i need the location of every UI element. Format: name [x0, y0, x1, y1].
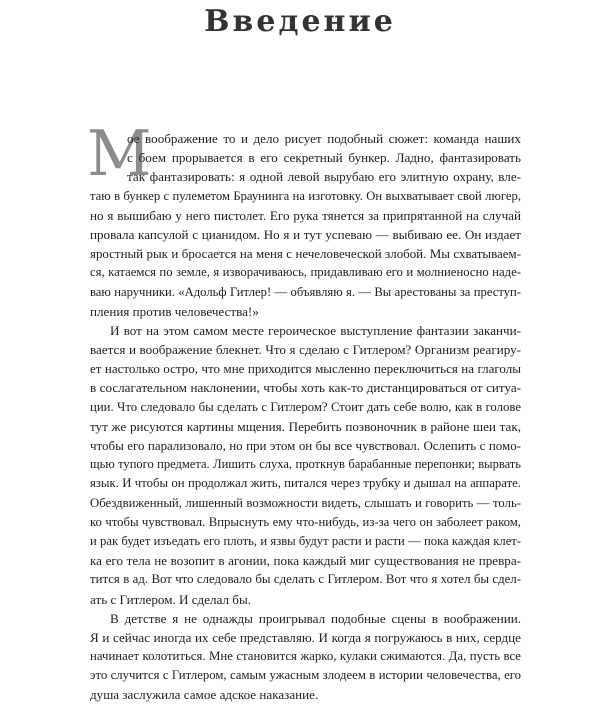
text-line: ка его тела не возопит в агонии, пока каждый миг существования не превра- [90, 553, 521, 569]
text-line: с боем прорывается в его секретный бункер. Ладно, фантазировать [127, 150, 521, 166]
text-line: начинает колотиться. Мне становится жарко, кулаки сжимаются. Да, пусть все [90, 649, 521, 664]
text-line: яростный рык и бросается на меня с нечеловеческой злобой. Мы схватываем- [90, 246, 521, 262]
text-line: Обездвиженный, лишенный возможности видеть, слышать и говорить — толь- [90, 495, 521, 510]
text-line: ко чтобы чувствовал. Впрыснуть ему что-нибудь, из-за чего он заболеет раком, [90, 514, 521, 529]
text-line: пления против человечества!» [90, 303, 259, 319]
text-line: провала капсулой с цианидом. Но я и тут успеваю — выбиваю ее. Он издает [90, 226, 521, 242]
text-line: так фантазировать: я одной левой вырубаю его элитную охрану, вле- [127, 169, 521, 185]
text-line: душа заслужила самое адское наказание. [90, 687, 319, 703]
text-line: ое воображение то и дело рисует подобный сюжет: команда наших [127, 131, 521, 146]
text-line: В детстве я не однажды проигрывал подобные сцены в воображении. [110, 610, 521, 626]
text-line: ваю наручники. «Адольф Гитлер! — объявляю я. — Вы арестованы за преступ- [90, 284, 521, 299]
text-line: в сослагательном наклонении, чтобы хоть как-то дистанцироваться от ситуа- [90, 380, 521, 396]
text-line: Я и сейчас иногда их себе представляю. И когда я погружаюсь в них, сердце [90, 629, 521, 645]
text-line: ся, катаемся по земле, я изворачиваюсь, придавливаю его и молниеносно наде- [90, 265, 521, 280]
chapter-title: Введение [204, 4, 396, 39]
text-line: ции. Что следовало бы сделать с Гитлером? Стоит дать себе волю, как в голове [90, 399, 521, 414]
drop-cap-letter: М [87, 117, 152, 190]
text-line: щью тупого предмета. Лишить слуха, проткнув барабанные перепонки; вырвать [90, 457, 521, 472]
text-line: И вот на этом самом месте героическое выступление фантазии заканчи- [110, 322, 521, 338]
paragraph [90, 321, 521, 609]
paragraph [90, 129, 521, 321]
paragraph [90, 609, 521, 705]
text-line: язык. И чтобы он продолжал жить, питался через трубку и дышал на аппарате. [90, 476, 521, 491]
text-line: это случится с Гитлером, самым ужасным злодеем в истории человечества, его [90, 668, 521, 683]
text-line: ет настолько остро, что мне приходится мысленно переключиться на глаголы [90, 361, 521, 377]
text-line: таю в бункер с пулеметом Браунинга на изготовку. Он выхватывает свой люгер, [90, 188, 521, 203]
text-line: но я вышибаю у него пистолет. Его рука тянется за припрятанной на случай [90, 207, 521, 223]
text-line: и рак будет изъедать его плоть, и язвы будут расти и расти — пока каждая клет- [90, 533, 521, 548]
chapter-body [90, 129, 521, 705]
text-line: тут же рисуются картины мщения. Перебить позвоночник в районе шеи так, [90, 418, 521, 434]
text-line: чтобы его парализовало, но при этом он бы все чувствовал. Ослепить с помо- [90, 438, 521, 453]
text-line: ать с Гитлером. И сделал бы. [90, 591, 252, 607]
text-line: тится в ад. Вот что следовало бы сделать с Гитлером. Вот что я хотел бы сдел- [90, 572, 521, 587]
text-line: вается и воображение блекнет. Что я сделаю с Гитлером? Организм реагиру- [90, 342, 521, 358]
